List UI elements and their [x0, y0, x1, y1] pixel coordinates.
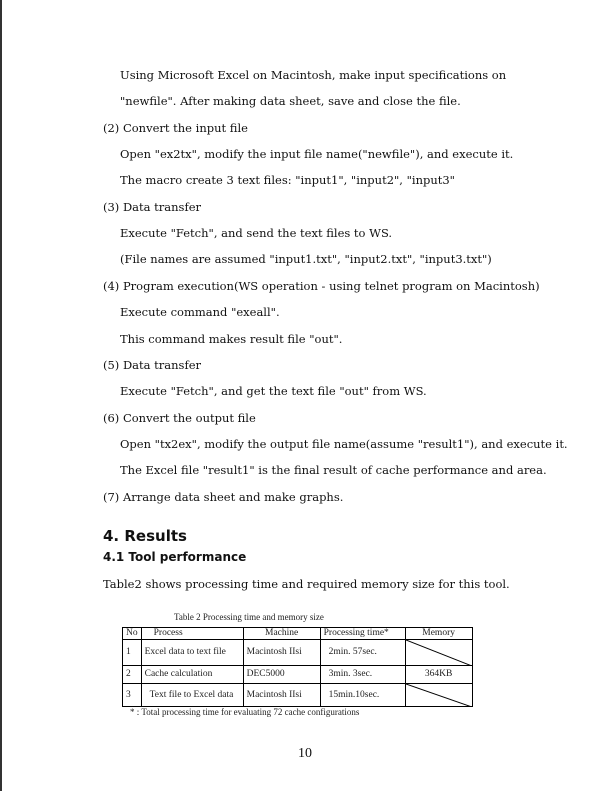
processing-table	[122, 627, 473, 707]
step-heading: (5) Data transfer	[103, 358, 201, 372]
body-line: The macro create 3 text files: "input1", "input2", "input3"	[120, 173, 455, 187]
header-cell: Process	[141, 628, 243, 640]
step-heading: (4) Program execution(WS operation - using telnet program on Macintosh)	[103, 279, 540, 293]
intro-text: Table2 shows processing time and required memory size for this tool.	[103, 577, 510, 591]
cell-no: 2	[123, 666, 142, 684]
cell-machine: Macintosh IIsi	[243, 684, 320, 707]
table-row	[123, 684, 473, 707]
step-heading: (7) Arrange data sheet and make graphs.	[103, 490, 344, 504]
table-row	[123, 640, 473, 666]
body-line: The Excel file "result1" is the final result of cache performance and area.	[120, 463, 547, 477]
table-header-row	[123, 628, 473, 640]
body-line: "newfile". After making data sheet, save and close the file.	[120, 94, 461, 108]
table-row	[123, 666, 473, 684]
body-line: (File names are assumed "input1.txt", "input2.txt", "input3.txt")	[120, 252, 492, 266]
cell-memory: 364KB	[405, 666, 472, 684]
cell-time: 3min. 3sec.	[320, 666, 405, 684]
cell-memory-empty	[405, 684, 472, 707]
body-line: Using Microsoft Excel on Macintosh, make input specifications on	[120, 68, 507, 82]
step-heading: (6) Convert the output file	[103, 411, 256, 425]
table-caption: Table 2 Processing time and memory size	[174, 612, 324, 622]
cell-machine: Macintosh IIsi	[243, 640, 320, 666]
cell-time: 2min. 57sec.	[320, 640, 405, 666]
subsection-heading: 4.1 Tool performance	[103, 550, 247, 564]
header-cell: Processing time*	[320, 628, 405, 640]
table-footnote: * : Total processing time for evaluating 72 cache configurations	[130, 707, 360, 717]
diagonal-line	[406, 640, 472, 666]
cell-no: 1	[123, 640, 142, 666]
body-line: Execute command "exeall".	[120, 305, 280, 319]
cell-time: 15min.10sec.	[320, 684, 405, 707]
header-cell: Memory	[405, 628, 472, 640]
body-line: Execute "Fetch", and get the text file "out" from WS.	[120, 384, 427, 398]
cell-machine: DEC5000	[243, 666, 320, 684]
cell-memory-empty	[405, 640, 472, 666]
cell-process: Cache calculation	[141, 666, 243, 684]
cell-process: Text file to Excel data	[141, 684, 243, 707]
diagonal-line	[406, 684, 472, 707]
step-heading: (2) Convert the input file	[103, 121, 248, 135]
body-line: Execute "Fetch", and send the text files to WS.	[120, 226, 393, 240]
step-heading: (3) Data transfer	[103, 200, 201, 214]
page-edge	[0, 0, 2, 791]
section-heading: 4. Results	[103, 527, 187, 545]
cell-no: 3	[123, 684, 142, 707]
header-cell: No	[123, 628, 142, 640]
body-line: Open "tx2ex", modify the output file name(assume "result1"), and execute it.	[120, 437, 568, 451]
body-line: This command makes result file "out".	[120, 332, 343, 346]
cell-process: Excel data to text file	[141, 640, 243, 666]
page-number: 10	[298, 746, 312, 761]
header-cell: Machine	[243, 628, 320, 640]
body-line: Open "ex2tx", modify the input file name("newfile"), and execute it.	[120, 147, 514, 161]
